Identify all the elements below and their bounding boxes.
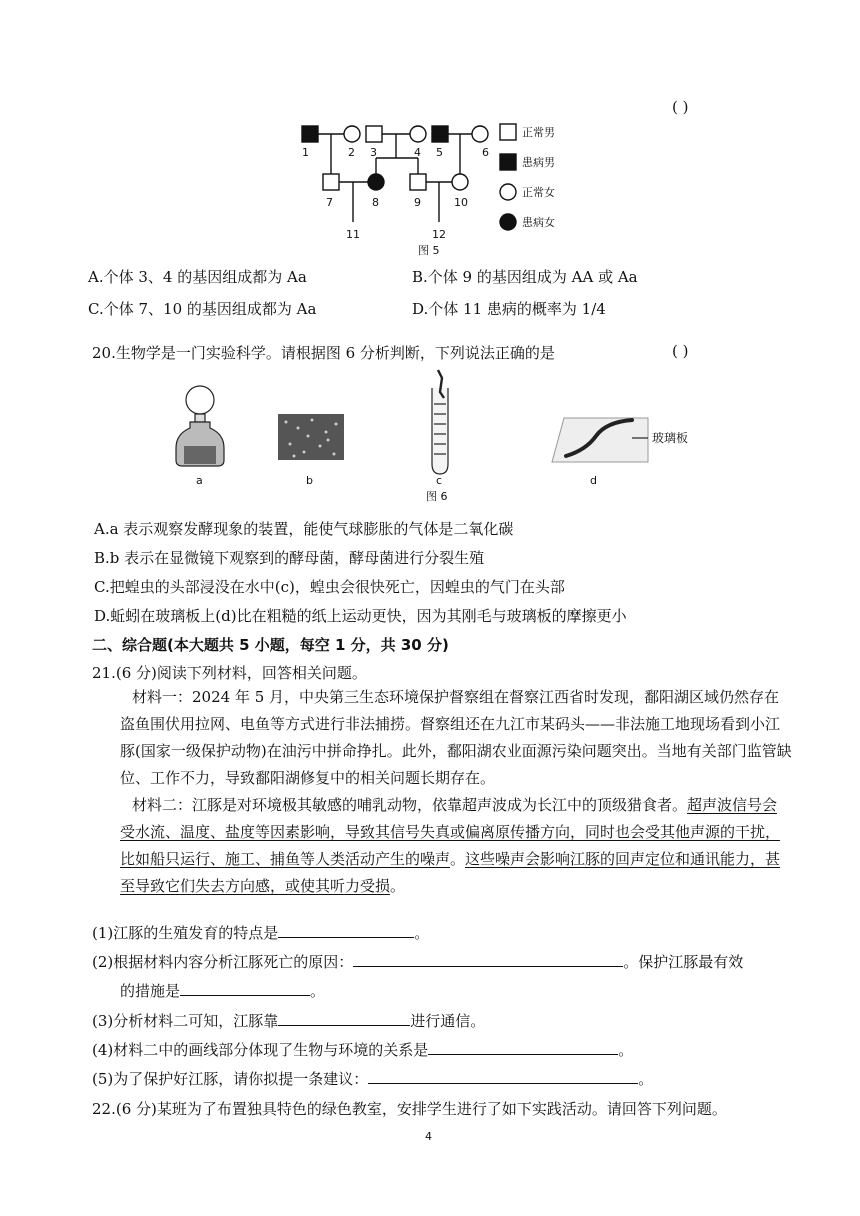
- q21-sub2-end: 。: [310, 982, 326, 1000]
- individual-10: [452, 174, 468, 190]
- label-1: 1: [302, 146, 309, 159]
- legend-affected-male-icon: [500, 154, 516, 170]
- individual-5: [432, 126, 448, 142]
- q21-sub5-blank[interactable]: [368, 1069, 638, 1084]
- individual-9: [410, 174, 426, 190]
- section-2-title: 二、综合题(本大题共 5 小题，每空 1 分，共 30 分): [92, 636, 449, 654]
- label-9: 9: [414, 196, 421, 209]
- figure-5-caption: 图 5: [418, 244, 440, 257]
- label-4: 4: [414, 146, 421, 159]
- q21-sub4-text: (4)材料二中的画线部分体现了生物与环境的关系是: [92, 1041, 429, 1059]
- q21-sub3-end: 进行通信。: [410, 1012, 486, 1030]
- figure-6-caption: 图 6: [426, 490, 448, 503]
- q21-sub1-blank[interactable]: [278, 923, 414, 938]
- earthworm-glass-plate-icon: [552, 418, 648, 462]
- q21-sub2-blank-1[interactable]: [353, 952, 623, 967]
- q20-option-a: A.a 表示观察发酵现象的装置，能使气球膨胀的气体是二氧化碳: [94, 520, 514, 538]
- q21-sub2: [92, 951, 743, 972]
- yeast-micrograph: [278, 414, 344, 460]
- q21-sub4: [92, 1039, 633, 1060]
- individual-7: [323, 174, 339, 190]
- answer-paren-q19: ( ): [672, 98, 689, 116]
- q19-option-d: D.个体 11 患病的概率为 1/4: [412, 300, 606, 318]
- legend-affected-female-icon: [500, 214, 516, 230]
- label-11: 11: [346, 228, 360, 241]
- label-d: d: [590, 474, 597, 487]
- material-1-text: 材料一：2024 年 5 月，中央第三生态环境保护督察组在督察江西省时发现，鄱阳湖区域仍然存在盗鱼围伏用拉网、电鱼等方式进行非法捕捞。督察组还在九江市某码头——非法施工地现场看到小江豚(国家一级保护动物)在油污中拼命挣扎。此外，鄱阳湖农业面源污染问题突出。当地有关部门监管缺位、工作不力，导致鄱阳湖修复中的相关问题长期存在。: [120, 688, 792, 787]
- individual-4: [410, 126, 426, 142]
- label-8: 8: [372, 196, 379, 209]
- material-2-underline-2: 这些噪声会影响江豚的回声定位和通讯能力，甚至导致它们失去方向感，或使其听力受损: [120, 850, 781, 895]
- q21-sub2-blank-2[interactable]: [180, 981, 310, 996]
- label-b: b: [306, 474, 313, 487]
- material-2: [120, 792, 792, 900]
- material-1: [120, 684, 792, 792]
- legend-affected-female: 患病女: [522, 216, 555, 229]
- label-5: 5: [436, 146, 443, 159]
- q21-sub4-end: 。: [618, 1041, 634, 1059]
- test-tube-locust-icon: [432, 370, 448, 474]
- q20-option-c: C.把蝗虫的头部浸没在水中(c)，蝗虫会很快死亡，因蝗虫的气门在头部: [94, 578, 565, 596]
- material-2-punct-1: 。: [450, 850, 466, 868]
- label-12: 12: [432, 228, 446, 241]
- q21-sub1-end: 。: [414, 924, 430, 942]
- legend-normal-male-icon: [500, 124, 516, 140]
- individual-1: [302, 126, 318, 142]
- material-2-punct-2: 。: [390, 877, 406, 895]
- q21-sub2-line2: [120, 980, 325, 1001]
- q20-option-b: B.b 表示在显微镜下观察到的酵母菌，酵母菌进行分裂生殖: [94, 549, 485, 567]
- label-c: c: [436, 474, 443, 487]
- page-number: 4: [425, 1130, 432, 1143]
- experiment-figure: [170, 368, 710, 503]
- label-10: 10: [454, 196, 468, 209]
- answer-paren-q20: ( ): [672, 342, 689, 360]
- label-2: 2: [348, 146, 355, 159]
- legend-normal-male: 正常男: [522, 126, 555, 139]
- label-3: 3: [370, 146, 377, 159]
- q21-sub1-text: (1)江豚的生殖发育的特点是: [92, 924, 279, 942]
- q19-option-a: A.个体 3、4 的基因组成都为 Aa: [88, 268, 307, 286]
- q21-sub3-blank[interactable]: [278, 1011, 410, 1026]
- pedigree-figure: [290, 118, 590, 258]
- legend-affected-male: 患病男: [522, 156, 555, 169]
- material-2-intro: 材料二：江豚是对环境极其敏感的哺乳动物，依靠超声波成为长江中的顶级猎食者。: [132, 796, 688, 814]
- individual-6: [472, 126, 488, 142]
- q21-sub1: [92, 922, 429, 943]
- q19-option-b: B.个体 9 的基因组成为 AA 或 Aa: [412, 268, 638, 286]
- individual-3: [366, 126, 382, 142]
- q21-sub2-cont: 的措施是: [120, 982, 181, 1000]
- q21-sub3-text: (3)分析材料二可知，江豚靠: [92, 1012, 279, 1030]
- label-7: 7: [326, 196, 333, 209]
- q21-sub5: [92, 1068, 653, 1089]
- q20-stem: 20.生物学是一门实验科学。请根据图 6 分析判断，下列说法正确的是: [92, 344, 555, 362]
- q21-stem: 21.(6 分)阅读下列材料，回答相关问题。: [92, 664, 367, 682]
- legend-normal-female: 正常女: [522, 186, 555, 199]
- label-6: 6: [482, 146, 489, 159]
- material-2-underline-1: 超声波信号会受水流、温度、盐度等因素影响，导致其信号失真或偏离原传播方向，同时也会受其他声源的干扰，比如船只运行、施工、捕鱼等人类活动产生的噪声: [120, 796, 781, 868]
- q20-option-d: D.蚯蚓在玻璃板上(d)比在粗糙的纸上运动更快，因为其刚毛与玻璃板的摩擦更小: [94, 607, 627, 625]
- q21-sub2-mid: 。保护江豚最有效: [623, 953, 744, 971]
- q21-sub4-blank[interactable]: [428, 1040, 618, 1055]
- q22-stem: 22.(6 分)某班为了布置独具特色的绿色教室，安排学生进行了如下实践活动。请回答下列问题。: [92, 1100, 727, 1118]
- q21-sub5-text: (5)为了保护好江豚，请你拟提一条建议：: [92, 1070, 369, 1088]
- label-a: a: [196, 474, 203, 487]
- fermentation-apparatus-icon: [176, 386, 224, 466]
- legend-normal-female-icon: [500, 184, 516, 200]
- q21-sub2-text: (2)根据材料内容分析江豚死亡的原因：: [92, 953, 354, 971]
- individual-2: [344, 126, 360, 142]
- q21-sub5-end: 。: [638, 1070, 654, 1088]
- glass-plate-label: 玻璃板: [652, 431, 689, 445]
- individual-8: [368, 174, 384, 190]
- q21-sub3: [92, 1010, 485, 1031]
- q19-option-c: C.个体 7、10 的基因组成都为 Aa: [88, 300, 317, 318]
